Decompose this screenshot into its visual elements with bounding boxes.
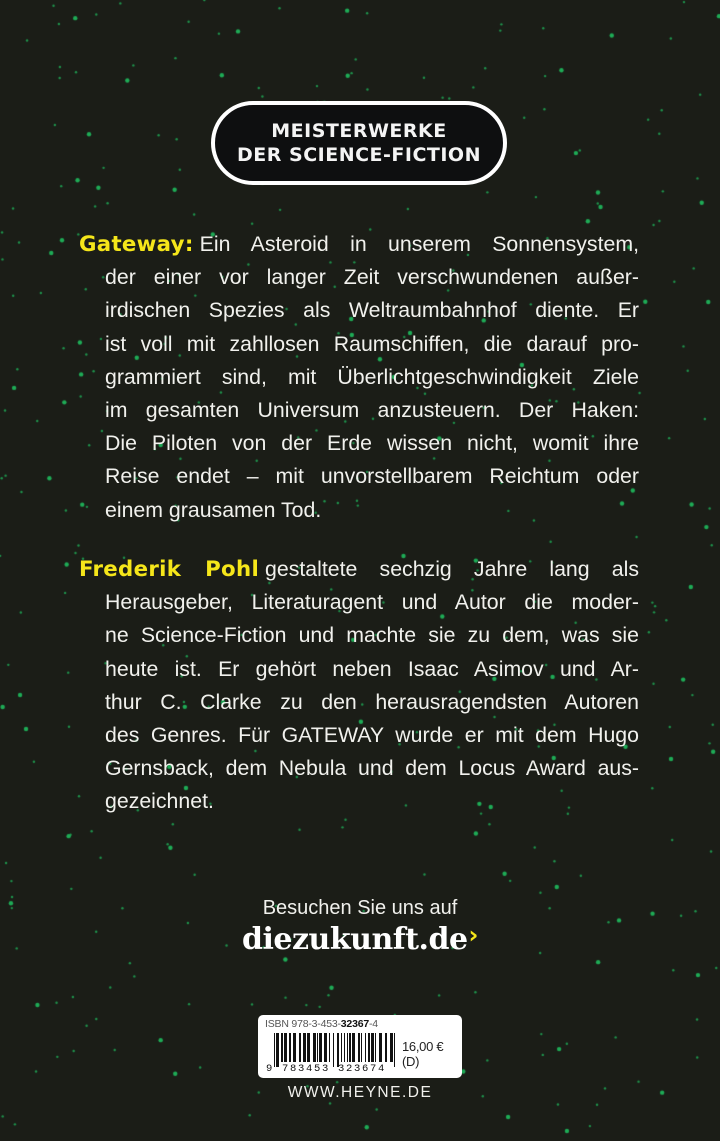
synopsis-line: einem grausamen Tod. — [105, 497, 322, 522]
series-badge-line2: DER SCIENCE-FICTION — [237, 144, 481, 166]
synopsis-line: Die Piloten von der Erde wissen nicht, womit ihre — [105, 431, 639, 456]
barcode-icon — [274, 1033, 398, 1067]
isbn-text: ISBN 978-3-453-32367-4 — [265, 1018, 378, 1030]
visit-us-text: Besuchen Sie uns auf — [262, 897, 458, 919]
synopsis-line: im gesamten Universum anzusteuern. Der Haken: — [105, 398, 639, 423]
author-bio-line: Herausgeber, Literaturagent und Autor die moder- — [105, 590, 639, 615]
series-badge — [211, 101, 507, 185]
author-bio-line: Frederik Pohl gestaltete sechzig Jahre lang als — [79, 557, 639, 582]
publisher-url[interactable]: WWW.HEYNE.DE — [287, 1084, 433, 1101]
author-bio-line: gezeichnet. — [105, 789, 214, 814]
synopsis-line: grammiert sind, mit Überlichtgeschwindigkeit Ziele — [105, 364, 639, 389]
synopsis-line: irdischen Spezies als Weltraumbahnhof diente. Er — [105, 298, 639, 323]
barcode-digits: 9 783453 323674 — [266, 1063, 387, 1075]
site-name: diezukunft.de — [242, 922, 468, 957]
author-bio-line: ne Science-Fiction und machte sie zu dem, was sie — [105, 623, 639, 648]
synopsis-line: Reise endet – mit unvorstellbarem Reichtum oder — [105, 464, 639, 489]
synopsis-line: ist voll mit zahllosen Raumschiffen, die darauf pro- — [105, 331, 639, 356]
synopsis-paragraph — [79, 228, 639, 527]
barcode-label — [258, 1015, 462, 1078]
synopsis-line: der einer vor langer Zeit verschwundenen außer- — [105, 265, 639, 290]
diezukunft-link[interactable] — [0, 922, 720, 957]
author-bio-line: Gernsback, dem Nebula und dem Locus Award aus- — [105, 756, 639, 781]
chevron-right-icon: › — [468, 921, 478, 949]
author-bio-line: heute ist. Er gehört neben Isaac Asimov und Ar- — [105, 656, 639, 681]
author-bio-line: thur C. Clarke zu den herausragendsten Autoren — [105, 689, 639, 714]
price-text: 16,00 € (D) — [402, 1039, 444, 1069]
author-bio-paragraph — [79, 553, 639, 819]
synopsis-line: Gateway: Ein Asteroid in unserem Sonnensystem, — [79, 232, 639, 257]
synopsis-title-highlight: Gateway: — [79, 232, 194, 257]
series-badge-line1: MEISTERWERKE — [271, 120, 447, 142]
author-name-highlight: Frederik Pohl — [79, 557, 260, 582]
author-bio-line: des Genres. Für GATEWAY wurde er mit dem Hugo — [105, 723, 639, 748]
